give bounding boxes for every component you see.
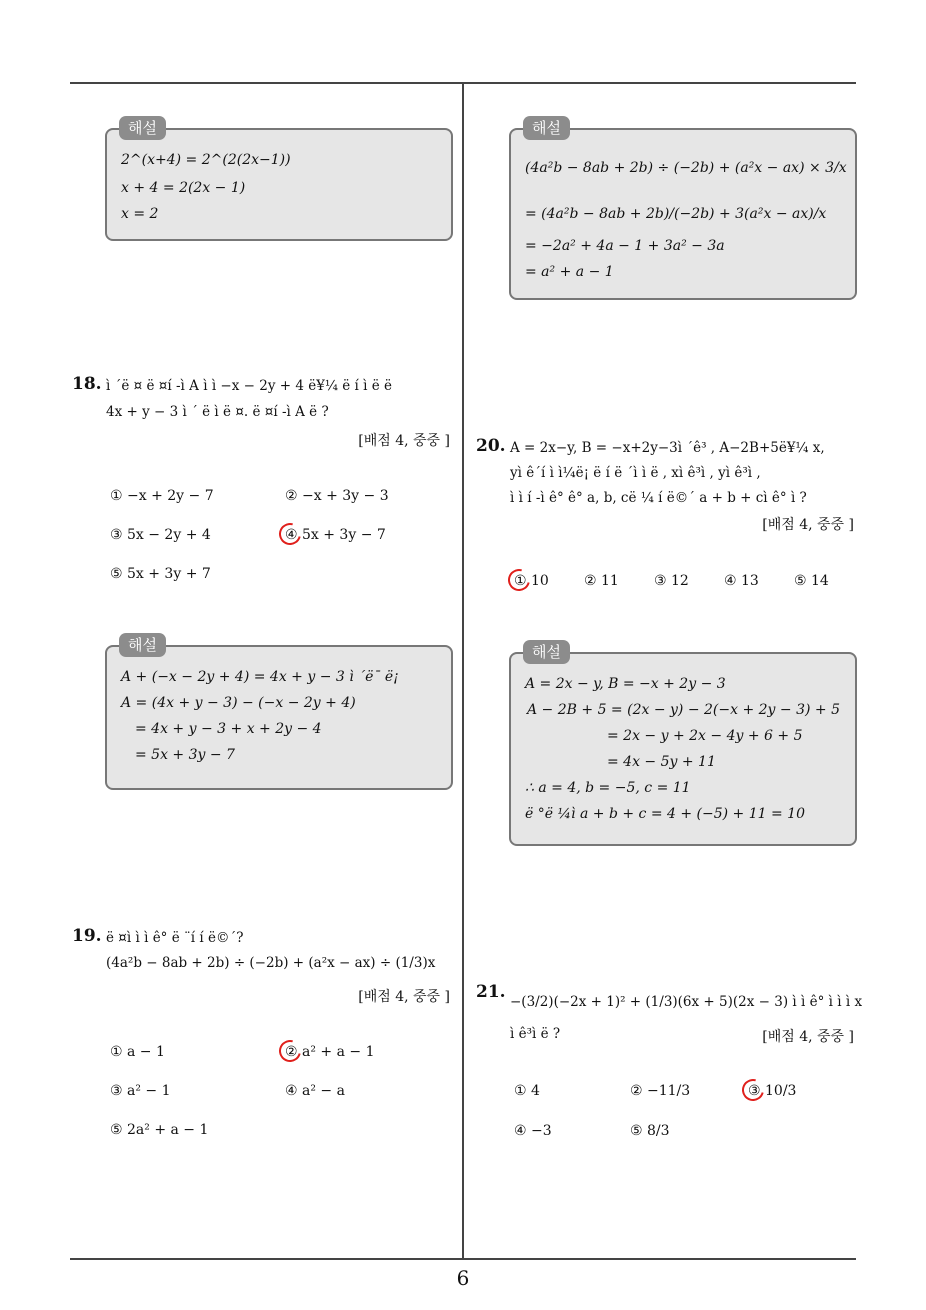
option-5[interactable]: ⑤ 14 — [794, 573, 829, 589]
answer-mark — [504, 565, 534, 595]
question-text: −(3/2)(−2x + 1)² + (1/3)(6x + 5)(2x − 3) ì ì ê° ì ì ì x — [510, 994, 863, 1010]
option-2[interactable]: ② −11/3 — [630, 1083, 691, 1099]
option-4[interactable]: ④ −3 — [514, 1123, 552, 1139]
score-label: [배점 4, 중중 ] — [358, 989, 450, 1005]
option-1[interactable]: ① 4 — [514, 1083, 540, 1099]
question-text: ì ´ë ¤ ë ¤í -ì A ì ì −x − 2y + 4 ë¥¼ ë í ì ë ë — [106, 378, 392, 394]
answer-mark — [275, 1036, 305, 1066]
option-1[interactable]: ① a − 1 — [110, 1044, 165, 1060]
solution-line: x = 2 — [121, 206, 159, 222]
question-number: 19. — [72, 926, 102, 946]
solution-tag: 해설 — [523, 116, 570, 140]
question-number: 20. — [476, 436, 506, 456]
question-text: ë ¤ì ì ì ê° ë ¨í í ë©´? — [106, 930, 244, 946]
solution-line: A + (−x − 2y + 4) = 4x + y − 3 ì ´ë¯ ë¡ — [121, 669, 399, 685]
score-label: [배점 4, 중중 ] — [358, 433, 450, 449]
solution-tag: 해설 — [119, 633, 166, 657]
solution-line: = 5x + 3y − 7 — [135, 747, 235, 763]
option-2[interactable]: ② 11 — [584, 573, 619, 589]
question-20 — [476, 436, 506, 456]
solution-tag: 해설 — [523, 640, 570, 664]
question-18 — [72, 374, 102, 394]
solution-line: = (4a²b − 8ab + 2b)/(−2b) + 3(a²x − ax)/x — [525, 206, 827, 222]
score-label: [배점 4, 중중 ] — [762, 517, 854, 533]
solution-line: = 2x − y + 2x − 4y + 6 + 5 — [607, 728, 803, 744]
solution-line: ∴ a = 4, b = −5, c = 11 — [525, 780, 691, 796]
solution-line: A − 2B + 5 = (2x − y) − 2(−x + 2y − 3) + 5 — [527, 702, 840, 718]
option-5[interactable]: ⑤ 5x + 3y + 7 — [110, 566, 211, 582]
option-2[interactable]: ② −x + 3y − 3 — [285, 488, 389, 504]
solution-line: = 4x + y − 3 + x + 2y − 4 — [135, 721, 322, 737]
question-number: 18. — [72, 374, 102, 394]
question-text: ì ì í -ì ê° ê° a, b, cë ¼ í ë©´ a + b + cì ê° ì ? — [510, 490, 807, 506]
solution-line: A = 2x − y, B = −x + 2y − 3 — [525, 676, 726, 692]
solution-box-18 — [105, 636, 453, 790]
score-label: [배점 4, 중중 ] — [762, 1029, 854, 1045]
question-text: ì ê³ì ë ? — [510, 1026, 561, 1042]
option-4[interactable]: ④ 13 — [724, 573, 759, 589]
option-3[interactable]: ③ 12 — [654, 573, 689, 589]
question-text: 4x + y − 3 ì ´ ë ì ë ¤. ë ¤í -ì A ë ? — [106, 404, 329, 420]
page-number: 6 — [456, 1266, 470, 1290]
option-5[interactable]: ⑤ 2a² + a − 1 — [110, 1122, 209, 1138]
column-divider — [462, 83, 464, 1259]
solution-box-17 — [105, 119, 453, 241]
question-number: 21. — [476, 982, 506, 1002]
solution-line: (4a²b − 8ab + 2b) ÷ (−2b) + (a²x − ax) × 3/x — [525, 160, 847, 176]
option-4[interactable]: ④ 5x + 3y − 7 — [285, 527, 386, 543]
solution-tag: 해설 — [119, 116, 166, 140]
question-text: yì ê´í ì ì¼ë¡ ë í ë ´ì ì ë , xì ê³ì , yì ê³ì , — [510, 465, 761, 481]
solution-line: = 4x − 5y + 11 — [607, 754, 716, 770]
solution-line: A = (4x + y − 3) − (−x − 2y + 4) — [121, 695, 356, 711]
option-1[interactable]: ① 10 — [514, 573, 549, 589]
answer-mark — [275, 519, 305, 549]
question-19 — [72, 926, 102, 946]
option-3[interactable]: ③ 10/3 — [748, 1083, 797, 1099]
question-text: (4a²b − 8ab + 2b) ÷ (−2b) + (a²x − ax) ÷ (1/3)x — [106, 955, 436, 971]
option-5[interactable]: ⑤ 8/3 — [630, 1123, 670, 1139]
solution-line: 2^(x+4) = 2^(2(2x−1)) — [121, 152, 291, 168]
solution-line: = a² + a − 1 — [525, 264, 614, 280]
option-1[interactable]: ① −x + 2y − 7 — [110, 488, 214, 504]
option-3[interactable]: ③ 5x − 2y + 4 — [110, 527, 211, 543]
solution-line: x + 4 = 2(2x − 1) — [121, 180, 246, 196]
question-21 — [476, 982, 506, 1002]
solution-box-19 — [509, 119, 857, 300]
option-2[interactable]: ② a² + a − 1 — [285, 1044, 375, 1060]
solution-box-20 — [509, 643, 857, 846]
option-3[interactable]: ③ a² − 1 — [110, 1083, 171, 1099]
option-4[interactable]: ④ a² − a — [285, 1083, 345, 1099]
solution-line: = −2a² + 4a − 1 + 3a² − 3a — [525, 238, 725, 254]
answer-mark — [738, 1075, 768, 1105]
solution-line: ë °ë ¼ì a + b + c = 4 + (−5) + 11 = 10 — [525, 806, 805, 822]
question-text: A = 2x−y, B = −x+2y−3ì ´ê³ , A−2B+5ë¥¼ x, — [510, 440, 825, 456]
